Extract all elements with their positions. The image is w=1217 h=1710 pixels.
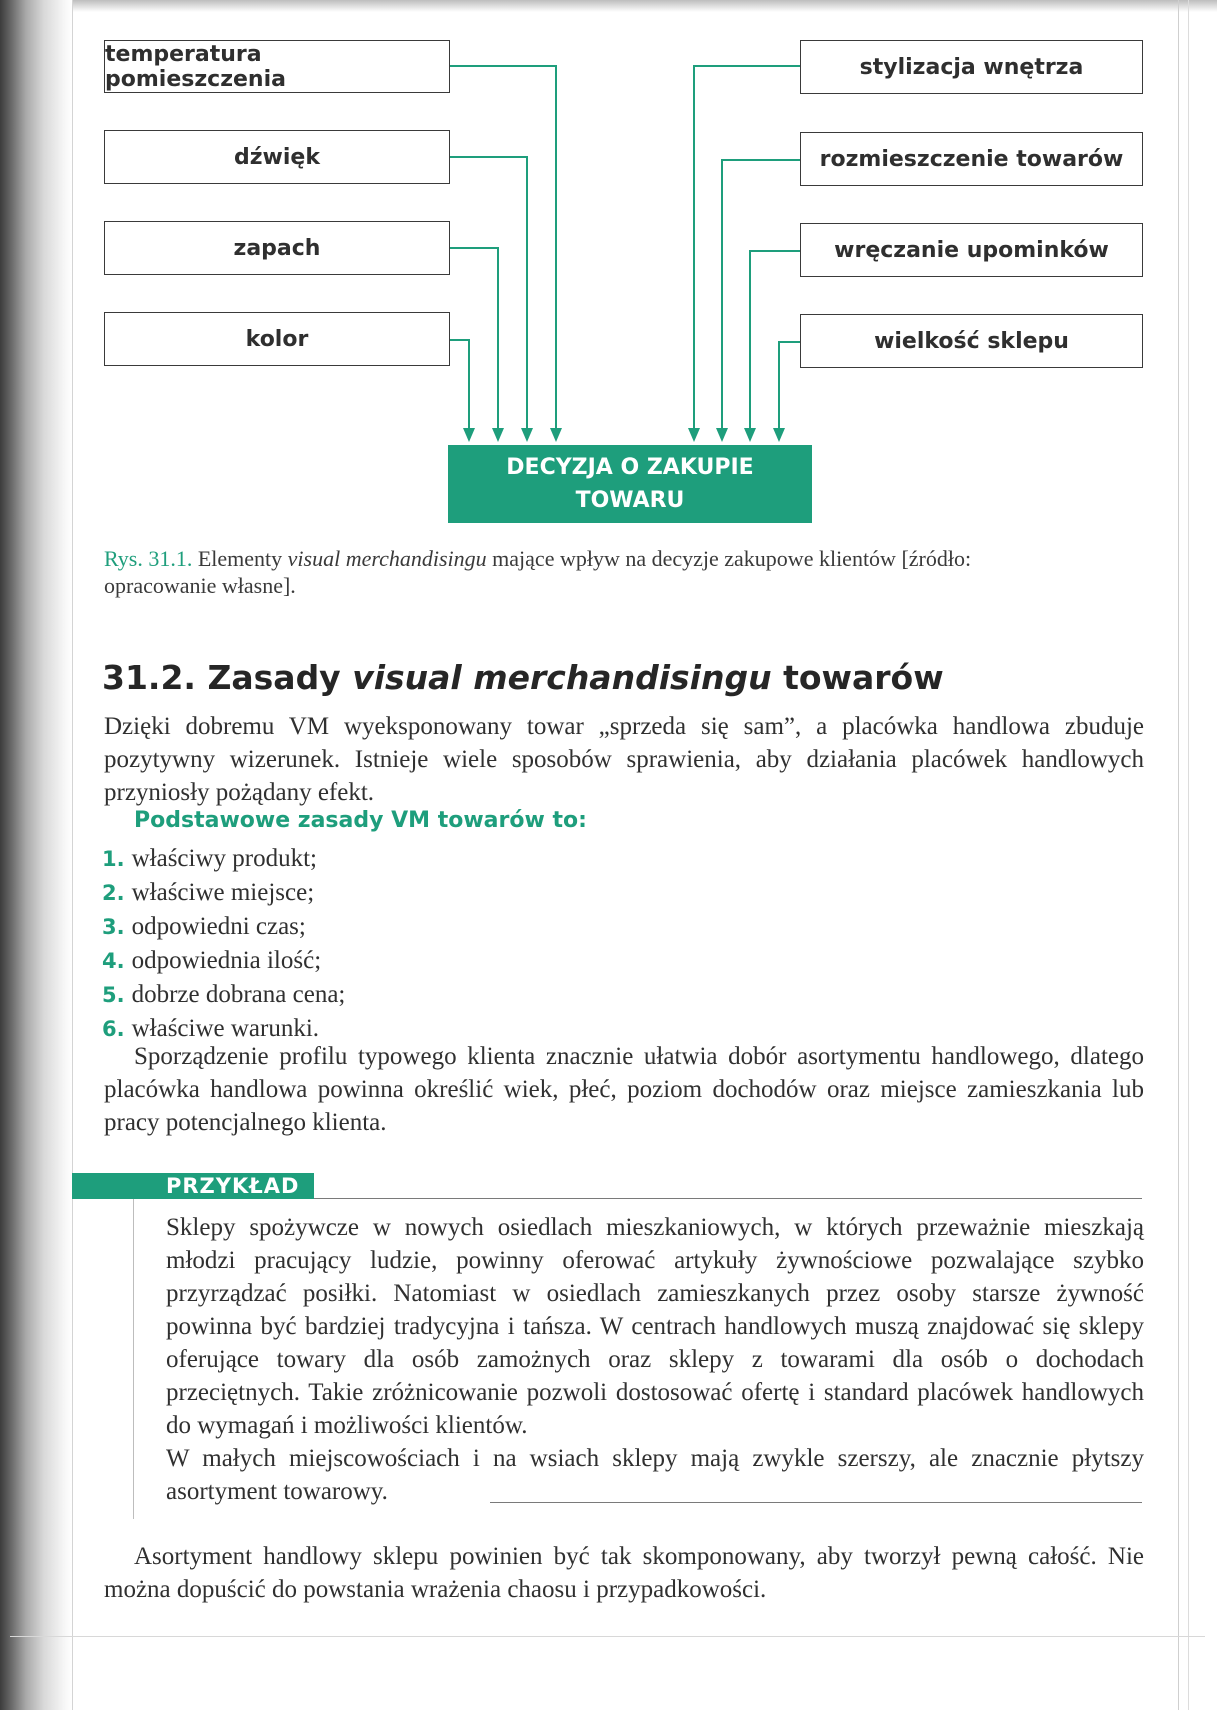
example-paragraph-1: Sklepy spożywcze w nowych osiedlach mieszkaniowych, w których przeważnie mieszkają młodzi pracujący ludzie, powinny oferować artykuły żywnościowe pozwalające szybko przyrządzać posiłki. Natomiast w osiedlach zamieszkanych przez osoby starsze żywność powinna być bardziej tradycyjna i tańsza. W centrach handlowych muszą znajdować się sklepy oferujące towary dla osób zamożnych oraz sklepy z towarami dla osób o dochodach przeciętnych. Takie zróżnicowanie pozwoli dostosować ofertę i standard placówek handlowych do wymagań i możliwości klientów.	[166, 1214, 1144, 1439]
example-paragraph-2: W małych miejscowościach i na wsiach sklepy mają zwykle szerszy, ale znacznie płytszy asortyment towarowy.	[166, 1445, 1144, 1505]
list-number: 1.	[102, 847, 125, 871]
connector-left-4	[450, 340, 469, 428]
list-number: 6.	[102, 1017, 125, 1041]
profile-paragraph: Sporządzenie profilu typowego klienta znacznie ułatwia dobór asortymentu handlowego, dlatego placówka handlowa powinna określić wiek, płeć, poziom dochodów oraz miejsce zamieszkania lub pracy potencjalnego klienta.	[104, 1043, 1144, 1136]
caption-text-1: Elementy	[192, 546, 288, 571]
list-text: odpowiednia ilość;	[131, 947, 322, 974]
purchase-decision-box	[448, 445, 812, 523]
arrow-head	[521, 428, 533, 442]
arrow-head	[773, 428, 785, 442]
connector-right-4	[779, 342, 800, 428]
example-label: PRZYKŁAD	[166, 1174, 300, 1198]
list-number: 5.	[102, 983, 125, 1007]
vm-diagram	[0, 0, 1217, 540]
example-side-rule	[133, 1199, 134, 1519]
list-item	[102, 910, 345, 944]
list-item	[102, 842, 345, 876]
example-top-rule	[314, 1198, 1142, 1199]
closing-paragraph: Asortyment handlowy sklepu powinien być tak skomponowany, aby tworzył pewną całość. Nie można dopuścić do powstania wrażenia chaosu i przypadkowości.	[104, 1543, 1144, 1603]
factor-box-temperature: temperatura pomieszczenia	[104, 40, 450, 93]
list-number: 3.	[102, 915, 125, 939]
list-number: 4.	[102, 949, 125, 973]
factor-box-smell: zapach	[104, 221, 450, 275]
figure-label: Rys. 31.1.	[104, 546, 193, 571]
list-item	[102, 978, 345, 1012]
section-title-1: Zasady	[195, 658, 353, 697]
figure-caption	[104, 545, 1064, 599]
arrow-head	[744, 428, 756, 442]
arrow-head	[463, 428, 475, 442]
section-number: 31.2.	[102, 658, 196, 697]
factor-box-interior-styling: stylizacja wnętrza	[800, 40, 1143, 94]
caption-text-2: mające wpływ na decyzje zakupowe klientów [źródło: opracowanie własne].	[104, 546, 972, 598]
factor-box-gifts: wręczanie upominków	[800, 223, 1143, 277]
list-text: właściwy produkt;	[131, 845, 317, 872]
connector-right-3	[750, 251, 800, 428]
arrow-head	[550, 428, 562, 442]
factor-box-product-placement: rozmieszczenie towarów	[800, 132, 1143, 186]
arrow-head	[716, 428, 728, 442]
list-text: odpowiedni czas;	[131, 913, 306, 940]
list-item	[102, 876, 345, 910]
connector-left-3	[450, 248, 498, 428]
connector-left-2	[450, 157, 527, 428]
intro-paragraph: Dzięki dobremu VM wyeksponowany towar „sprzeda się sam”, a placówka handlowa zbuduje pozytywny wizerunek. Istnieje wiele sposobów sprawienia, aby działania placówek handlowych przyniosły pożądany efekt.	[104, 713, 1144, 806]
arrow-head	[492, 428, 504, 442]
list-text: właściwe warunki.	[131, 1015, 320, 1042]
list-text: właściwe miejsce;	[131, 879, 315, 906]
connector-right-2	[722, 160, 800, 428]
list-item	[102, 944, 345, 978]
factor-box-color: kolor	[104, 312, 450, 366]
decision-line-1: DECYZJA O ZAKUPIE	[506, 455, 754, 480]
list-text: dobrze dobrana cena;	[131, 981, 346, 1008]
list-number: 2.	[102, 881, 125, 905]
section-title-2: towarów	[771, 658, 944, 697]
factor-box-sound: dźwięk	[104, 130, 450, 184]
caption-italic: visual merchandisingu	[287, 546, 487, 571]
decision-line-2: TOWARU	[575, 488, 685, 513]
connector-right-1	[694, 66, 800, 428]
arrow-head	[688, 428, 700, 442]
example-end-rule	[490, 1502, 1142, 1503]
factor-box-store-size: wielkość sklepu	[800, 314, 1143, 368]
section-title-italic: visual merchandisingu	[352, 658, 772, 697]
principles-list	[102, 842, 345, 1046]
page-bottom-rule	[10, 1636, 1205, 1637]
section-heading	[102, 658, 1152, 697]
principles-heading: Podstawowe zasady VM towarów to:	[134, 808, 587, 833]
